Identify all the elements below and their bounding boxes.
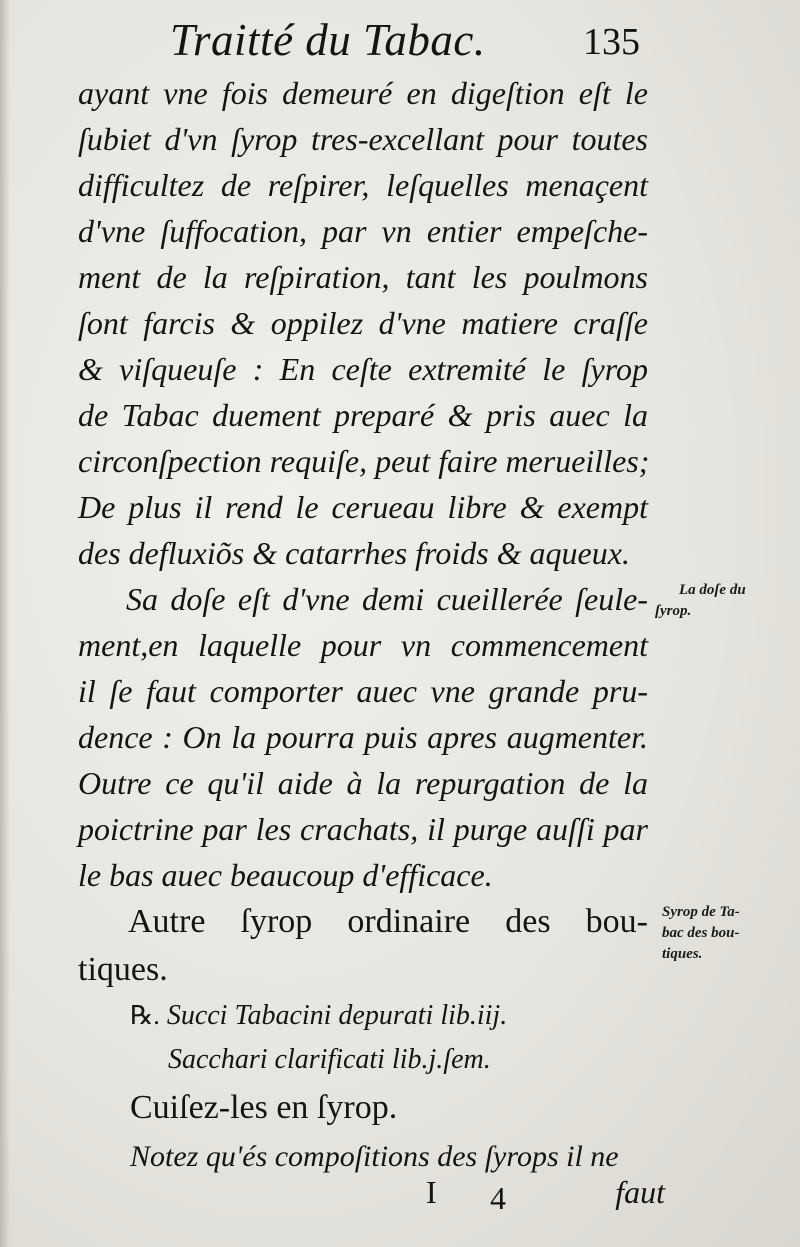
text-line: dence : On la pourra puis apres augmenter.: [78, 719, 648, 755]
text-line: De plus il rend le cerueau libre & exempt: [78, 489, 648, 525]
text-line: de Tabac duement preparé & pris auec la: [78, 397, 648, 433]
margin-note-line: tiques.: [662, 946, 703, 962]
paragraph-start-line: Sa doſe eſt d'vne demi cueillerée ſeule-: [126, 581, 648, 617]
page-number: 135: [583, 21, 640, 63]
text-line: ſubiet d'vn ſyrop tres-excellant pour toutes: [78, 121, 648, 157]
text-line: difficultez de reſpirer, leſquelles menaçent: [78, 167, 648, 203]
running-title: Traitté du Tabac.: [170, 15, 486, 65]
signature-mark: I: [426, 1174, 437, 1210]
margin-note-line: Syrop de Ta-: [662, 904, 740, 920]
text-line: ment de la reſpiration, tant les poulmons: [78, 259, 648, 295]
recipe-line: [78, 994, 648, 1038]
page-edge-shadow: [0, 0, 10, 1247]
margin-note-line: ſyrop.: [655, 603, 692, 619]
margin-note-line: La doſe du: [679, 582, 746, 598]
section-heading: Autre ſyrop ordinaire des bou-: [128, 903, 648, 940]
text-line: poictrine par les crachats, il purge auſſi par: [78, 811, 648, 847]
text-line: il ſe faut comporter auec vne grande pru-: [78, 673, 648, 709]
recipe-symbol: ℞.: [130, 1001, 160, 1030]
body-text: [78, 70, 648, 1180]
margin-note-dose: [655, 580, 785, 622]
text-line: ment,en laquelle pour vn commencement: [78, 627, 648, 663]
text-line: circonſpection requiſe, peut faire merueilles;: [78, 443, 650, 479]
recipe-ingredient: Succi Tabacini depurati lib.iij.: [166, 1000, 508, 1031]
catchword: faut: [615, 1174, 665, 1210]
text-line: Outre ce qu'il aide à la repurgation de la: [78, 765, 648, 801]
text-line: ſont farcis & oppilez d'vne matiere craſſe: [78, 305, 648, 341]
text-line: d'vne ſuffocation, par vn entier empeſche-: [78, 213, 648, 249]
text-line: & viſqueuſe : En ceſte extremité le ſyrop: [78, 351, 648, 387]
page-header: [70, 14, 640, 74]
signature-number: 4: [490, 1180, 506, 1216]
margin-note-syrup: [662, 902, 792, 965]
note-line: Notez qu'és compoſitions des ſyrops il ne: [130, 1140, 619, 1173]
page-footer: [420, 1174, 665, 1218]
margin-note-line: bac des bou-: [662, 925, 740, 941]
text-line: le bas auec beaucoup d'efficace.: [78, 857, 493, 893]
text-line: ayant vne fois demeuré en digeſtion eſt le: [78, 75, 648, 111]
section-heading-continued: tiques.: [78, 951, 168, 988]
instruction-line: Cuiſez-les en ſyrop.: [130, 1089, 398, 1126]
recipe-line: Sacchari clarificati lib.j.ſem.: [168, 1044, 491, 1075]
text-line: des defluxiõs & catarrhes froids & aqueux.: [78, 535, 630, 571]
